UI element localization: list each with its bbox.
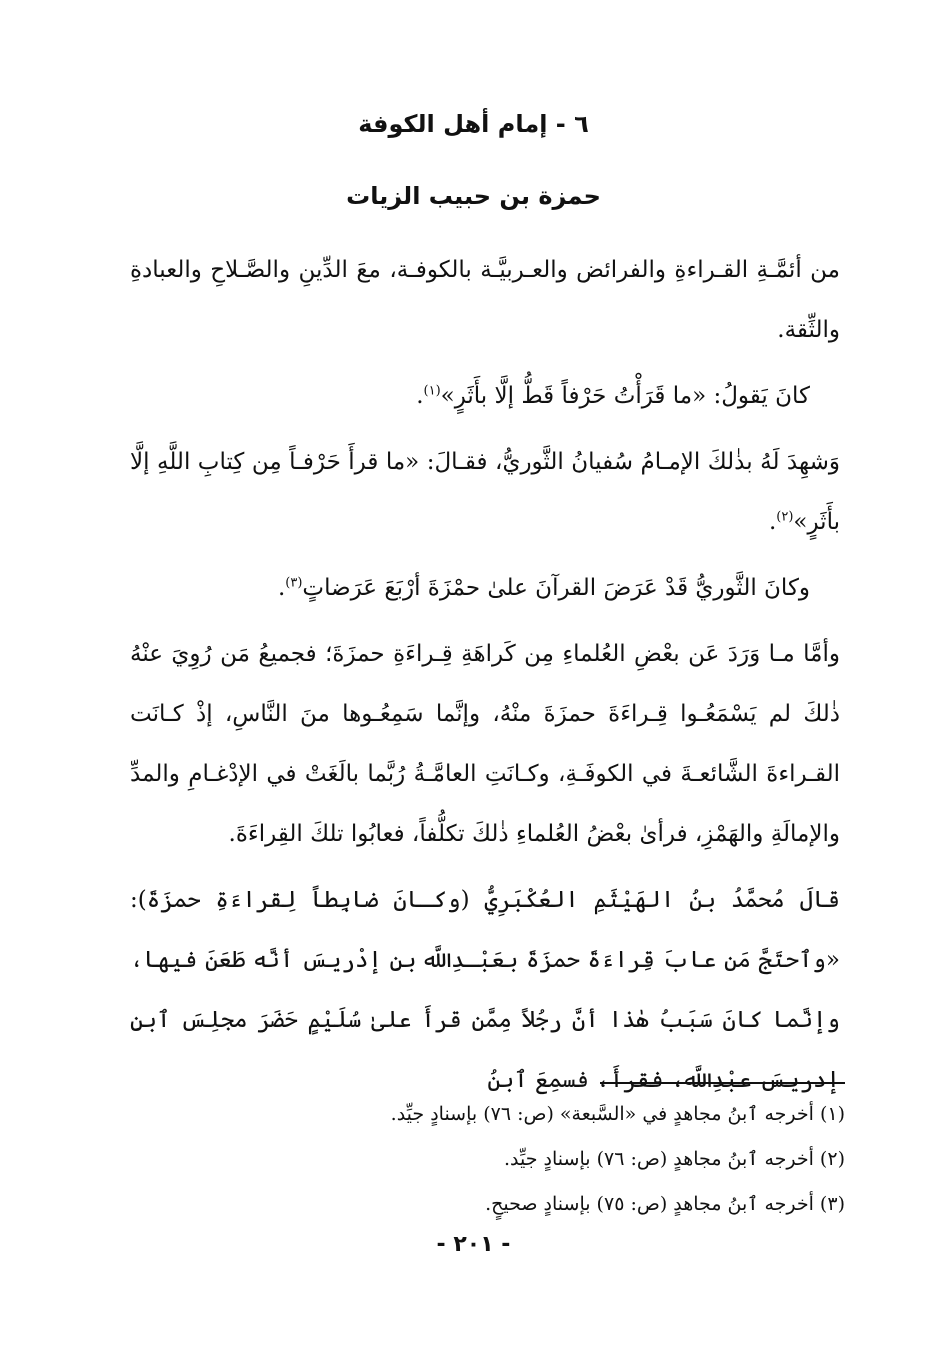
footnote-2: (٢) أخرجه ٱبنُ مجاهدٍ (ص: ٧٦) بإسنادٍ جيِّد. bbox=[504, 1148, 845, 1170]
paragraph-4-text: وكانَ الثَّوريُّ قَدْ عَرَضَ القرآنَ علىٰ حمْزَةَ أرْبَعَ عَرَضاتٍ bbox=[302, 575, 810, 601]
paragraph-2-end: . bbox=[416, 383, 424, 409]
footnote-ref-3: (٣) bbox=[285, 575, 303, 591]
main-text bbox=[130, 240, 840, 1116]
paragraph-4-end: . bbox=[277, 575, 286, 601]
paragraph-2 bbox=[130, 366, 840, 426]
footnotes bbox=[245, 1092, 845, 1227]
footnote-separator bbox=[600, 1082, 845, 1084]
paragraph-1: من أئمَّـةِ القـراءةِ والفرائض والعـربيَّـة بالكوفـة، معَ الدِّينِ والصَّـلاحِ والعبادةِ والثِّقة. bbox=[130, 257, 840, 343]
paragraph-3-text: وَشهِدَ لَهُ بذٰلكَ الإمـامُ سُفيانُ الثَّوريُّ، فقـالَ: «ما قرأَ حَرْفـاً مِن كِتابِ اللَّهِ إلَّا بأَثَرٍ» bbox=[130, 449, 840, 535]
paragraph-3-end: . bbox=[768, 509, 777, 535]
paragraph-6: قالَ مُحمَّدُ بنُ الهَيْثَمِ العُكْبَرِيُّ (وكـانَ ضابِطاً لِقراءَةِ حمزَةَ): «وٱحتَجَّ مَن عابَ قِراءَةَ حمزَةَ بعَبْـدِاللَّه بنِ إدْريسَ أنَّه طَعَنَ فيها، وإنَّما كانَ سَبَبُ هٰذا أنَّ رجُلاً مِمَّن قرأَ علىٰ سُلَيْمٍ حَضَرَ مجلِسَ ٱبنِ إدريسَ عبْدِاللَّه، فقرأَ، فسمِعَ ٱبنُ bbox=[130, 887, 840, 1093]
person-name-heading: حمزة بن حبيب الزيات bbox=[346, 182, 601, 210]
paragraph-2-text: كانَ يَقولُ: «ما قَرَأْتُ حَرْفاً قَطُّ إلَّا بأَثَرٍ» bbox=[440, 383, 810, 409]
page-number: - ٢٠١ - bbox=[436, 1232, 511, 1257]
footnote-ref-2: (٢) bbox=[776, 509, 794, 525]
footnote-3: (٣) أخرجه ٱبنُ مجاهدٍ (ص: ٧٥) بإسنادٍ صحيحٍ. bbox=[485, 1193, 845, 1215]
footnote-ref-1: (١) bbox=[423, 383, 441, 399]
paragraph-5: وأمَّا مـا وَرَدَ عَن بعْضِ العُلماءِ مِن كَراهَةِ قِـراءَةِ حمزَةَ؛ فجميعُ مَن رُوِيَ عنْهُ ذٰلكَ لم يَسْمَعُـوا قِـراءَةَ حمزَةَ منْهُ، وإنَّما سَمِعُـوها منَ النَّاسِ، إذْ كـانَت القـراءةَ الشَّائعـةَ في الكوفَـةِ، وكـانَتِ العامَّـةُ رُبَّما بالَغَتْ في الإدْغـامِ والمدِّ والإمالَةِ والهَمْزِ، فرأىٰ بعْضُ العُلماءِ ذٰلكَ تكلُّفاً، فعابُوا تلكَ القِراءَةَ. bbox=[130, 641, 840, 847]
paragraph-3 bbox=[130, 432, 840, 552]
footnote-1: (١) أخرجه ٱبنُ مجاهدٍ في «السَّبعة» (ص: ٧٦) بإسنادٍ جيِّد. bbox=[390, 1103, 845, 1125]
paragraph-4 bbox=[130, 558, 840, 618]
chapter-title: ٦ - إمام أهل الكوفة bbox=[358, 110, 589, 138]
